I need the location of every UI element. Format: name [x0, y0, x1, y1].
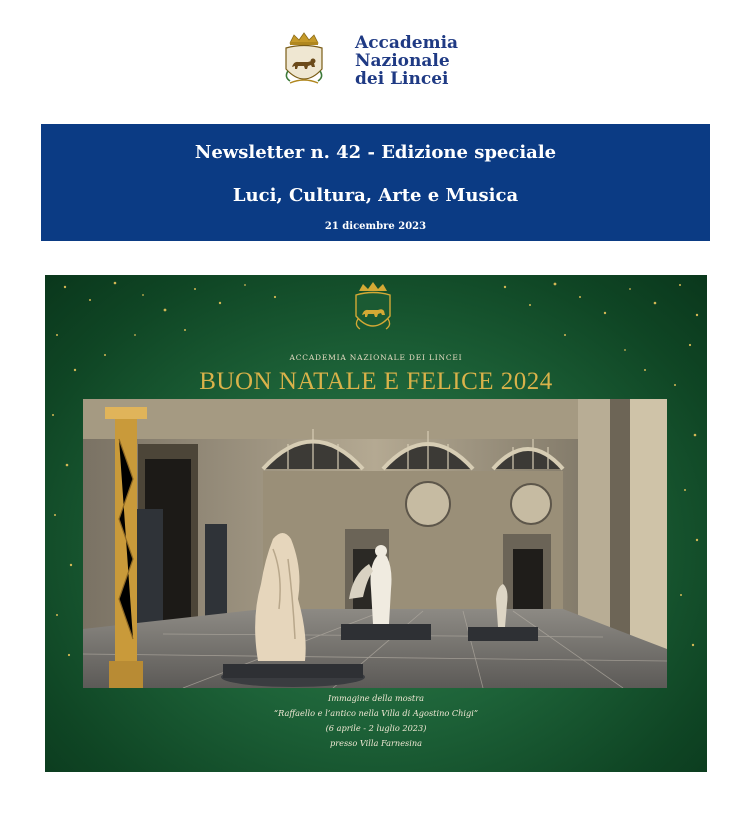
exhibition-photo — [83, 399, 667, 688]
academy-logo — [272, 28, 482, 94]
photo-caption — [45, 691, 707, 751]
logo-line-1: Accademia — [355, 33, 459, 53]
lynx-crest-icon — [282, 31, 326, 89]
crest-icon — [356, 282, 390, 329]
card-greeting: BUON NATALE E FELICE 2024 — [199, 368, 553, 395]
newsletter-header — [41, 124, 710, 241]
caption-line-1: Immagine della mostra — [327, 693, 424, 703]
newsletter-title: Newsletter n. 42 - Edizione speciale — [194, 142, 557, 163]
caption-line-3: (6 aprile - 2 luglio 2023) — [325, 723, 427, 733]
newsletter-date: 21 dicembre 2023 — [324, 221, 427, 232]
card-org-name: ACCADEMIA NAZIONALE DEI LINCEI — [289, 353, 463, 362]
caption-line-2: “Raffaello e l’antico nella Villa di Agostino Chigi” — [273, 708, 479, 718]
caption-line-4: presso Villa Farnesina — [329, 738, 423, 748]
newsletter-subtitle: Luci, Cultura, Arte e Musica — [232, 185, 519, 206]
logo-line-2: Nazionale — [355, 51, 450, 71]
christmas-card — [45, 275, 707, 772]
logo-line-3: dei Lincei — [355, 69, 449, 89]
logo-wordmark — [355, 34, 458, 88]
